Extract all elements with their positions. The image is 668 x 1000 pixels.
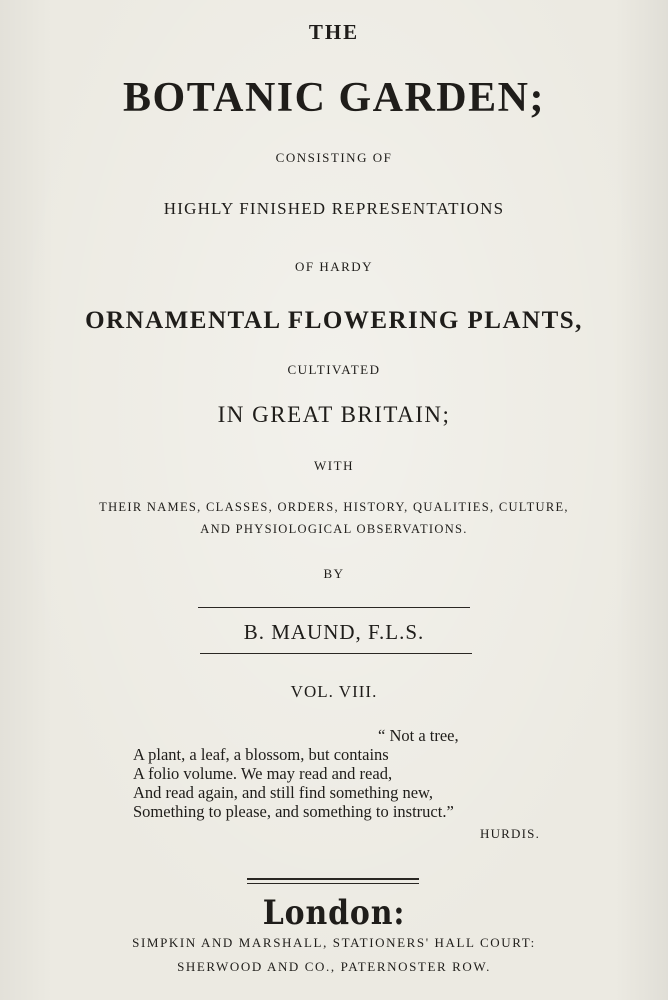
epigraph-line-2: A plant, a leaf, a blossom, but contains [133,745,389,764]
subtitle-highly-finished: HIGHLY FINISHED REPRESENTATIONS [163,199,505,218]
description-line-1: THEIR NAMES, CLASSES, ORDERS, HISTORY, QUALITIES, CULTURE, [99,500,569,514]
description-line-2: AND PHYSIOLOGICAL OBSERVATIONS. [200,522,468,536]
author-rule-bottom [200,653,472,654]
epigraph-attribution: HURDIS. [480,826,541,841]
book-title: BOTANIC GARDEN; [123,75,545,121]
subtitle-of-hardy: OF HARDY [294,259,374,274]
publisher-line-2: SHERWOOD AND CO., PATERNOSTER ROW. [177,959,491,974]
author-name: B. MAUND, F.L.S. [243,620,425,644]
epigraph-line-4: And read again, and still find something new, [133,783,433,802]
subtitle-consisting-of: CONSISTING OF [275,150,393,165]
epigraph-line-1: “ Not a tree, [378,726,459,745]
subtitle-in-great-britain: IN GREAT BRITAIN; [217,402,451,427]
imprint-city: London: [262,893,406,933]
publisher-line-1: SIMPKIN AND MARSHALL, STATIONERS' HALL COURT: [132,935,536,950]
epigraph-line-3: A folio volume. We may read and read, [133,764,393,783]
subtitle-cultivated: CULTIVATED [287,362,381,377]
volume-number: VOL. VIII. [290,682,378,701]
by-line: BY [323,566,345,581]
subtitle-with: WITH [314,458,354,473]
title-article: THE [308,20,360,44]
imprint-rule [247,878,419,884]
epigraph-line-5: Something to please, and something to instruct.” [133,802,454,821]
subtitle-ornamental: ORNAMENTAL FLOWERING PLANTS, [85,307,583,334]
author-rule-top [198,607,470,608]
